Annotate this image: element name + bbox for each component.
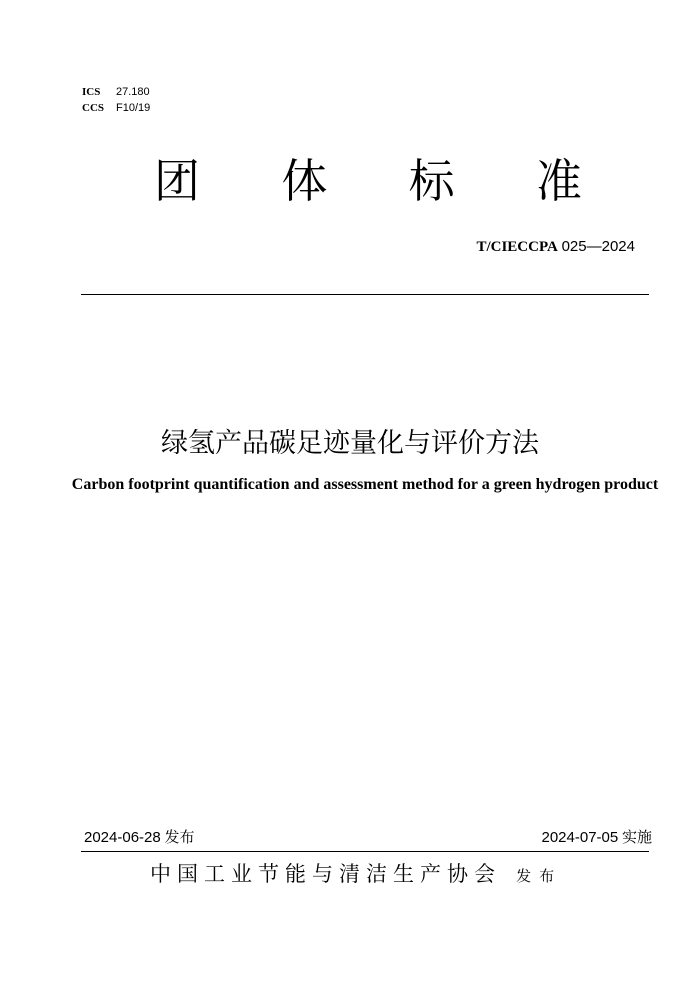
standard-code: T/CIECCPA — [476, 239, 558, 255]
ics-row — [82, 84, 150, 100]
implement-date-word: 实施 — [621, 828, 652, 846]
top-divider — [81, 294, 649, 295]
ics-value: 27.180 — [116, 86, 150, 98]
standard-serial: 025—2024 — [561, 238, 635, 255]
ics-label: ICS — [82, 86, 101, 98]
title-english: Carbon footprint quantification and assessment method for a green hydrogen product — [71, 476, 659, 493]
standard-type-char: 体 — [281, 154, 328, 208]
standard-number — [476, 238, 635, 256]
publish-date-value: 2024-06-28 — [84, 829, 161, 846]
title-chinese: 绿氢产品碳足迹量化与评价方法 — [161, 428, 539, 459]
ccs-label: CCS — [82, 102, 105, 114]
publish-date — [84, 826, 195, 849]
standard-type-char: 准 — [535, 154, 582, 208]
standard-type-char: 团 — [154, 154, 200, 208]
standard-type-char: 标 — [408, 154, 455, 208]
implement-date — [542, 826, 653, 849]
implement-date-value: 2024-07-05 — [541, 829, 619, 846]
classification-block — [82, 84, 150, 116]
publish-date-word: 发布 — [164, 828, 195, 846]
ccs-value: F10/19 — [116, 102, 151, 114]
publisher-name: 中国工业节能与清洁生产协会 — [150, 862, 501, 886]
publisher-line — [150, 858, 562, 890]
publisher-word: 发布 — [516, 867, 563, 885]
standard-type-heading — [148, 152, 588, 210]
bottom-divider — [81, 851, 649, 852]
ccs-row — [82, 100, 150, 116]
